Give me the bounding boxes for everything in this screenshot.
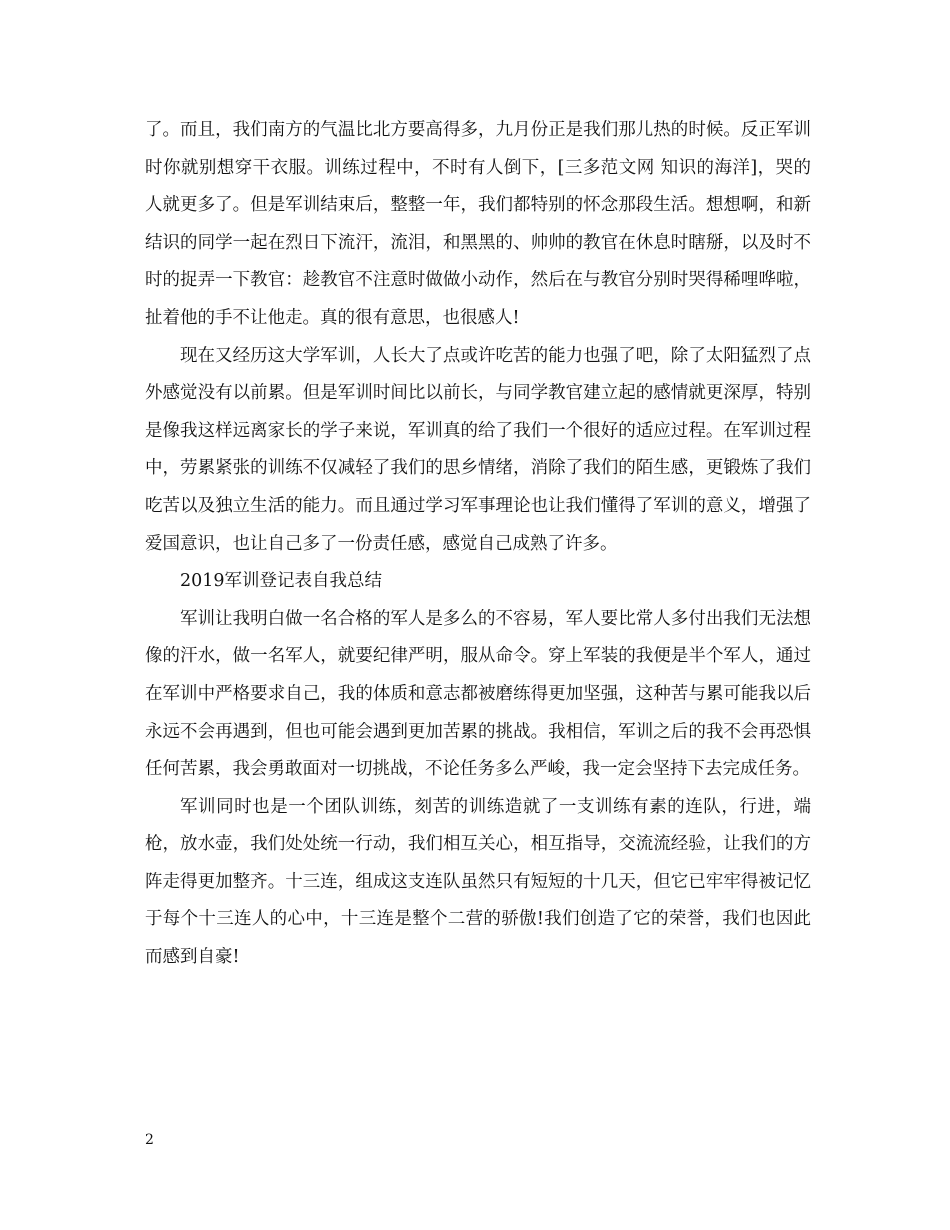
page-number: 2 (145, 1132, 154, 1148)
paragraph-continuation: 了。而且，我们南方的气温比北方要高得多，九月份正是我们那儿热的时候。反正军训时你就别想穿干衣服。训练过程中，不时有人倒下，[三多范文网 知识的海洋]，哭的人就更多了。但是军训结束后，整整一年，我们都特别的怀念那段生活。想想啊，和新结识的同学一起在烈日下流汗，流泪，和黑黑的、帅帅的教官在休息时瞎掰，以及时不时的捉弄一下教官：趁教官不注意时做做小动作，然后在与教官分别时哭得稀哩哗啦，扯着他的手不让他走。真的很有意思，也很感人! (145, 120, 811, 328)
section-heading: 2019军训登记表自我总结 (180, 571, 383, 592)
paragraph-university-training: 现在又经历这大学军训，人长大了点或许吃苦的能力也强了吧，除了太阳猛烈了点外感觉没有以前累。但是军训时间比以前长，与同学教官建立起的感情就更深厚，特别是像我这样远离家长的学子来说，军训真的给了我们一个很好的适应过程。在军训过程中，劳累紧张的训练不仅减轻了我们的思乡情绪，消除了我们的陌生感，更锻炼了我们吃苦以及独立生活的能力。而且通过学习军事理论也让我们懂得了军训的意义，增强了爱国意识，也让自己多了一份责任感，感觉自己成熟了许多。 (145, 345, 811, 554)
document-body (145, 112, 811, 977)
paragraph-team-training: 军训同时也是一个团队训练，刻苦的训练造就了一支训练有素的连队，行进，端枪，放水壶，我们处处统一行动，我们相互关心，相互指导，交流流经验，让我们的方阵走得更加整齐。十三连，组成这支连队虽然只有短短的十几天，但它已牢牢得被记忆于每个十三连人的心中，十三连是整个二营的骄傲!我们创造了它的荣誉，我们也因此而感到自豪! (145, 796, 811, 968)
paragraph-soldier-discipline: 军训让我明白做一名合格的军人是多么的不容易，军人要比常人多付出我们无法想像的汗水，做一名军人，就要纪律严明，服从命令。穿上军装的我便是半个军人，通过在军训中严格要求自己，我的体质和意志都被磨练得更加坚强，这种苦与累可能我以后永远不会再遇到，但也可能会遇到更加苦累的挑战。我相信，军训之后的我不会再恐惧任何苦累，我会勇敢面对一切挑战，不论任务多么严峻，我一定会坚持下去完成任务。 (145, 608, 811, 780)
